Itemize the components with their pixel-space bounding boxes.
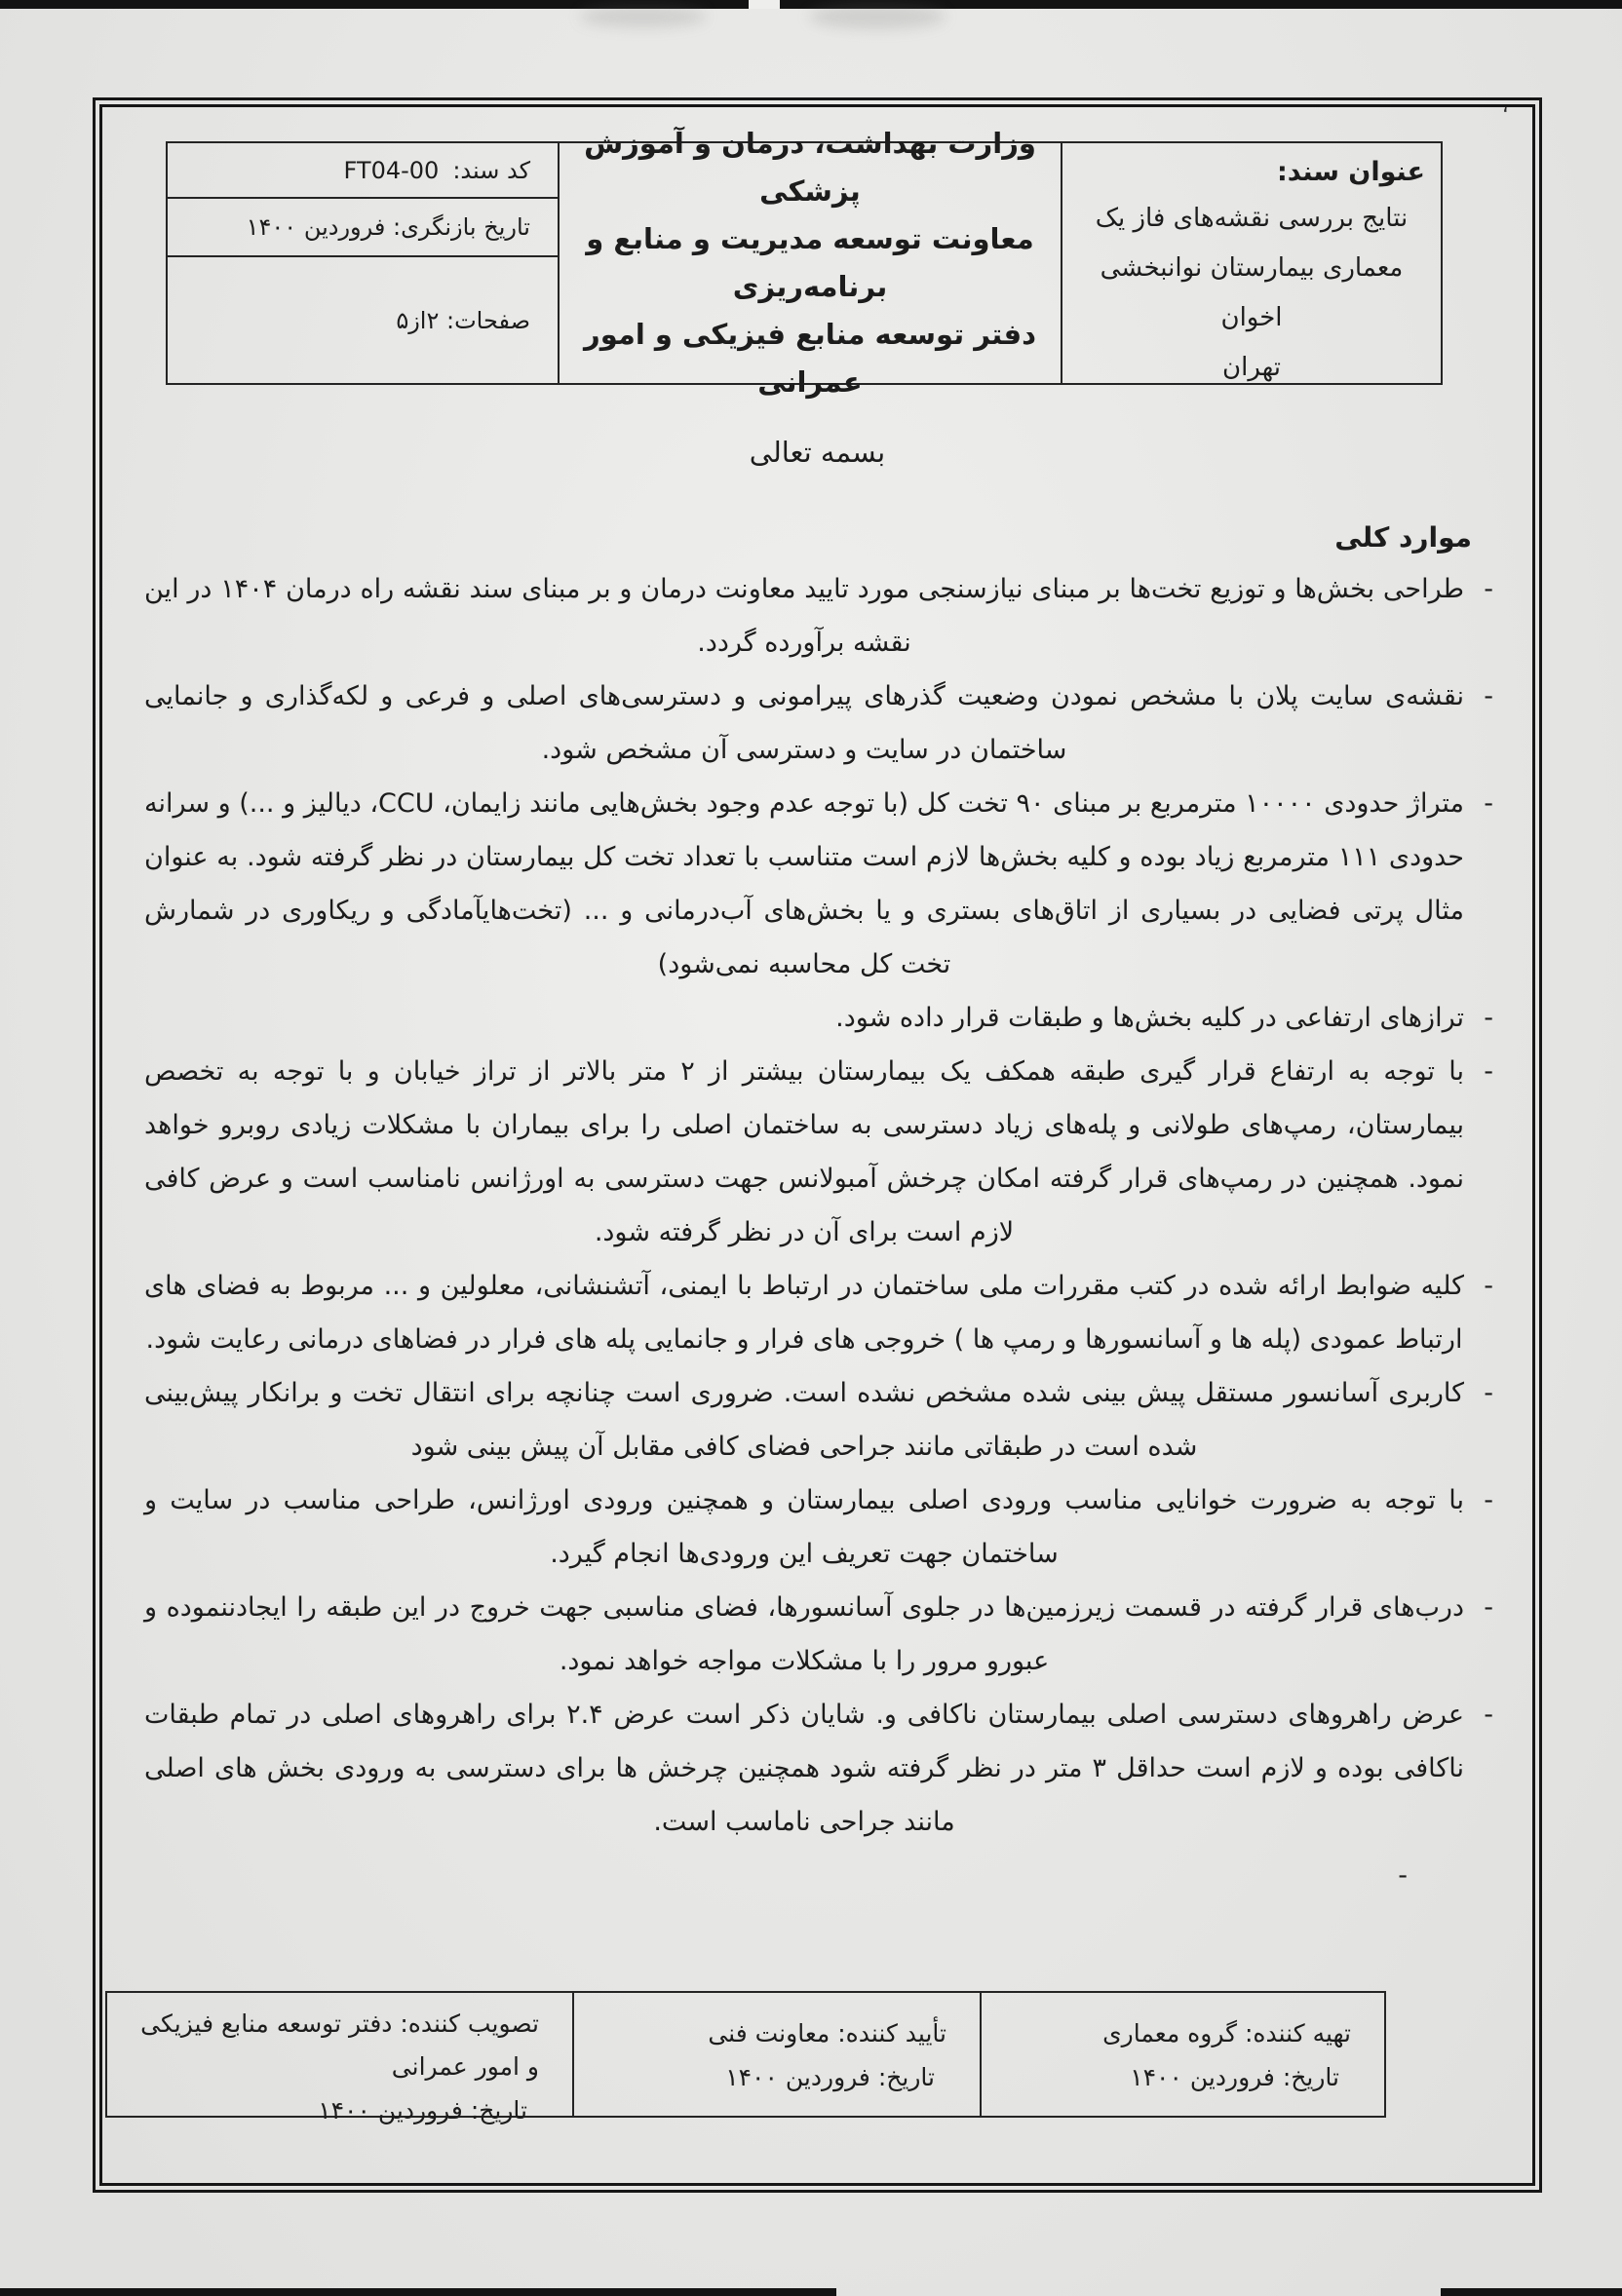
preparer-role: تهیه کننده: گروه معماری [1102,2019,1351,2047]
bullet-dash: - [1398,1860,1408,1891]
document-title-line: معماری بیمارستان نوانبخشی اخوان [1100,253,1404,332]
list-item [144,777,1493,991]
approval-cell-preparer [980,1993,1384,2116]
scan-smudge [809,4,946,29]
bullet-dash: - [1484,1378,1493,1408]
bullet-text: طراحی بخش‌ها و توزیع تخت‌ها بر مبنای نیازسنجی مورد تایید معاونت درمان و بر مبنای سند نقشه راه درمان ۱۴۰۴ در این نقشه برآورده گردد. [144,574,1465,658]
bullet-text: کلیه ضوابط ارائه شده در کتب مقررات ملی ساختمان در ارتباط با ایمنی، آتشنشانی، معلولین و ... مربوط به فضای های ارتباط عمودی (پله ها و آسانسورها و رمپ ها ) خروجی های فرار و جانمایی پله های فرار در فضاهای درمانی رعایت شود. [144,1271,1464,1355]
revision-date: تاریخ بازنگری: فروردین ۱۴۰۰ [246,213,530,241]
bullet-text: ترازهای ارتفاعی در کلیه بخش‌ها و طبقات قرار داده شود. [835,1003,1464,1033]
list-item [144,1259,1493,1366]
approver-date: تاریخ: فروردین ۱۴۰۰ [318,2096,527,2124]
approval-cell-confirmer [572,1993,980,2116]
bullet-dash: - [1484,1056,1493,1087]
scan-smudge [580,6,707,27]
confirmer-role: تأیید کننده: معاونت فنی [708,2019,946,2047]
ministry-name: وزارت بهداشت، درمان و آموزش پزشکی [584,127,1036,208]
section-heading: موارد کلی [1334,521,1472,554]
header-cell-document-title [1061,143,1441,383]
header-cell-organization [558,127,1061,399]
bullet-text: عرض راهروهای دسترسی اصلی بیمارستان ناکافی و. شایان ذکر است عرض ۲.۴ برای راهروهای اصلی در تمام طبقات ناکافی بوده و لازم است حداقل ۳ متر در نظر گرفته شود همچنین چرخش ها برای دسترسی به ورودی بخش های اصلی مانند جراحی ناماسب است. [144,1700,1464,1837]
document-title-label: عنوان سند: [1276,157,1425,187]
bullet-dash: - [1484,1003,1493,1033]
bullet-text: درب‌های قرار گرفته در قسمت زیرزمین‌ها در جلوی آسانسورها، فضای مناسبی جهت خروج در این طبقه را ایجادننموده و عبورو مرور را با مشکلات مواجه خواهد نمود. [144,1592,1464,1676]
list-item [144,670,1493,777]
bismillah-line: بسمه تعالی [749,436,886,469]
confirmer-date: تاریخ: فروردین ۱۴۰۰ [725,2063,935,2091]
page-border-frame [93,97,1542,2193]
bullet-dash: - [1484,1592,1493,1623]
bullet-text: نقشه‌ی سایت پلان با مشخص نمودن وضعیت گذرهای پیرامونی و دسترسی‌های اصلی و فرعی و لکه‌گذاری و جانمایی ساختمان در سایت و دسترسی آن مشخص شود. [144,681,1464,765]
bullet-dash: - [1484,1485,1493,1515]
list-item [144,1473,1493,1581]
document-title-line: تهران [1222,353,1281,382]
bullet-text: با توجه به ارتفاع قرار گیری طبقه همکف یک بیمارستان بیشتر از ۲ متر بالاتر از تراز خیابان و با توجه به تخصص بیمارستان، رمپ‌های طولانی و پله‌های زیاد دسترسی به ساختمان اصلی را برای بیماران با مشکلات زیادی روبرو خواهد نمود. همچنین در رمپ‌های قرار گرفته امکان چرخش آمبولانس جهت دسترسی به اورژانس نامناسب است و عرض کافی لازم است برای آن در نظر گرفته شود. [144,1056,1464,1247]
bullet-text: با توجه به ضرورت خوانایی مناسب ورودی اصلی بیمارستان و همچنین ورودی اورژانس، طراحی مناسب در سایت و ساختمان جهت تعریف این ورودی‌ها انجام گیرد. [144,1485,1464,1569]
list-item [144,1366,1493,1473]
bullet-dash: - [1484,574,1493,604]
list-item [144,1688,1493,1849]
document-header-table [166,127,1443,399]
bullet-dash: - [1484,788,1493,819]
approver-role: تصویب کننده: دفتر توسعه منابع فیزیکی و امور عمرانی [140,2009,539,2081]
review-notes-list [144,562,1493,1902]
document-code-label: کد سند: [452,156,530,184]
approval-cell-approver [107,1993,572,2124]
list-item-empty [144,1849,1493,1902]
list-item [144,991,1493,1045]
document-code-row [168,143,558,199]
document-title-line: نتایج بررسی نقشه‌های فاز یک [1095,204,1409,233]
stray-ink-mark: ، [1499,93,1510,119]
revision-date-row [168,199,558,257]
document-code-value: FT04-00 [343,156,440,184]
bullet-dash: - [1484,1271,1493,1301]
approval-table [105,1991,1386,2124]
preparer-date: تاریخ: فروردین ۱۴۰۰ [1130,2063,1339,2091]
scanner-edge-notch [749,0,780,9]
scanner-edge-band [0,2288,836,2296]
list-item [144,1581,1493,1688]
list-item [144,1045,1493,1259]
office-name: دفتر توسعه منابع فیزیکی و امور عمرانی [584,318,1036,399]
bullet-dash: - [1484,1700,1493,1730]
bullet-text: کاربری آسانسور مستقل پیش بینی شده مشخص نشده است. ضروری است چنانچه برای انتقال تخت و برانکار پیش‌بینی شده است در طبقاتی مانند جراحی فضای کافی مقابل آن پیش بینی شود [144,1378,1464,1462]
scanner-edge-band [0,0,1622,9]
deputy-name: معاونت توسعه مدیریت و منابع و برنامه‌ریزی [586,222,1034,303]
header-cell-meta [168,143,558,383]
list-item [144,562,1493,670]
bullet-dash: - [1484,681,1493,711]
page-count: صفحات: ۲از۵ [396,306,530,334]
pages-row [168,257,558,383]
scanner-edge-band [1441,2288,1622,2296]
bullet-text: متراژ حدودی ۱۰۰۰۰ مترمربع بر مبنای ۹۰ تخت کل (با توجه عدم وجود بخش‌هایی مانند زایمان، CCU، دیالیز و ...) و سرانه حدودی ۱۱۱ مترمربع زیاد بوده و کلیه بخش‌ها لازم است متناسب با تعداد تخت کل بیمارستان در نظر گرفته شود. به عنوان مثال پرتی فضایی در بسیاری از اتاق‌های بستری و یا بخش‌های آب‌درمانی و ... (تخت‌هایآمادگی و ریکاوری در شمارش تخت کل محاسبه نمی‌شود) [144,788,1464,979]
